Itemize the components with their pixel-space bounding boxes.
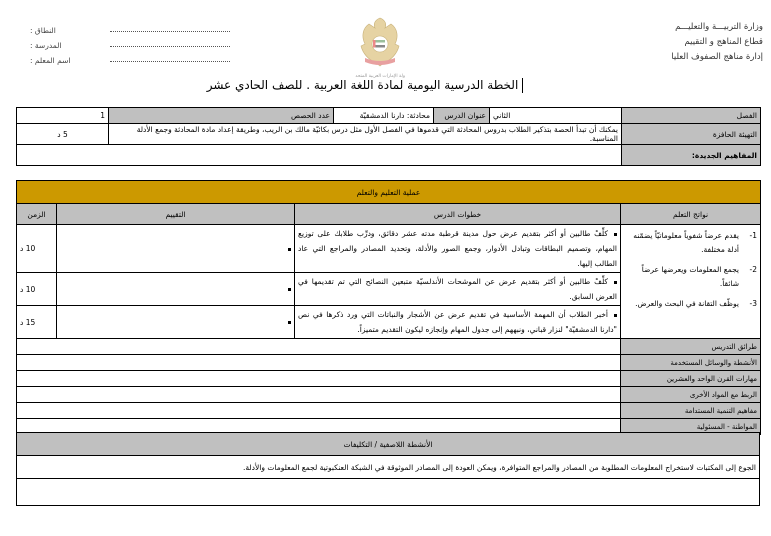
periods-value[interactable]: 1 xyxy=(17,108,109,124)
new-concepts-value[interactable] xyxy=(17,145,622,166)
text-cursor xyxy=(522,78,523,93)
lesson-step[interactable]: كلِّفْ طالبين أو أكثر بتقديم عرض حول مدينة قرطبة مدته عشر دقائق، ودرِّب طلابك على توزيع المهام، وتصميم البطاقات وتبادل الأدوار، وجمع الصور والأدلة، وتحديد المصادر والمراجع التي عاد الطالب إليها. xyxy=(295,225,621,273)
field-blank[interactable] xyxy=(110,53,230,62)
section-title: عملية التعليم والتعلم xyxy=(17,181,761,204)
table-row xyxy=(17,387,761,403)
learning-outcomes xyxy=(621,225,761,339)
cross-subject-label: الربط مع المواد الأخرى xyxy=(621,387,761,403)
field-label: المدرسة : xyxy=(30,41,62,50)
table-row xyxy=(17,108,761,124)
class-value[interactable]: الثاني xyxy=(490,108,622,124)
field-blank[interactable] xyxy=(110,23,230,32)
homework-empty-row[interactable] xyxy=(17,479,760,506)
skills-21c-label: مهارات القرن الواحد والعشرين xyxy=(621,371,761,387)
bullet-icon xyxy=(614,233,617,236)
field-district[interactable] xyxy=(30,23,230,38)
class-label: الفصل xyxy=(622,108,761,124)
uae-emblem-icon xyxy=(355,14,405,79)
teaching-methods-value[interactable] xyxy=(17,339,621,355)
sustainability-label: مفاهيم التنمية المستدامة xyxy=(621,403,761,419)
outcome-item: 3- يوظّف التقانة في البحث والعرض. xyxy=(635,299,757,308)
field-label: النطاق : xyxy=(30,26,56,35)
ministry-header xyxy=(563,20,763,65)
activities-value[interactable] xyxy=(17,355,621,371)
table-row xyxy=(17,145,761,166)
ministry-line: وزارة التربيـــة والتعليـــم xyxy=(675,22,763,32)
periods-label: عدد الحصص xyxy=(109,108,334,124)
column-header-assessment: التقييم xyxy=(57,204,295,225)
cross-subject-value[interactable] xyxy=(17,387,621,403)
assessment-cell[interactable] xyxy=(57,225,295,273)
assessment-cell[interactable] xyxy=(57,306,295,339)
field-school[interactable] xyxy=(30,38,230,53)
teaching-methods-label: طرائق التدريس xyxy=(621,339,761,355)
lesson-info-table xyxy=(16,107,761,166)
field-label: اسم المعلم : xyxy=(30,56,71,65)
lesson-title-label: عنوان الدرس xyxy=(434,108,490,124)
teacher-fields xyxy=(30,23,230,68)
sustainability-value[interactable] xyxy=(17,403,621,419)
motivation-value[interactable]: يمكنك أن تبدأ الحصة بتذكير الطلاب بدروس المحادثة التي قدموها في الفصل الأول مثل درس بكائيّة مالك بن الريب، وطريقة إعداد مادة المحادثة وجمع الأدلة المناسبة. xyxy=(109,124,622,145)
time-cell[interactable]: 10 د xyxy=(17,273,57,306)
lesson-step[interactable]: أخبر الطلاب أن المهمة الأساسية في تقديم عرض عن الأشجار والنباتات التي ورد ذكرها في نص "دارنا الدمشقيّة" لنزار قباني، ونبههم إلى جدول المهام وإنجازه ليكون التقديم متميزاً. xyxy=(295,306,621,339)
bullet-icon xyxy=(614,281,617,284)
citizenship-label: المواطنة - المسئولية xyxy=(621,419,761,435)
time-cell[interactable]: 15 د xyxy=(17,306,57,339)
lesson-step[interactable]: كلِّفْ طالبين أو أكثر بتقديم عرض عن الموشحات الأندلسيّة متبعين النصائح التي تم تقديمها في العرض السابق. xyxy=(295,273,621,306)
table-row xyxy=(17,339,761,355)
homework-title: الأنشطة اللاصفية / التكليفات xyxy=(17,433,760,456)
bullet-icon xyxy=(288,288,291,291)
page-title: الخطة الدرسية اليومية لمادة اللغة العربية . للصف الحادي عشر xyxy=(205,78,525,93)
ministry-line: قطاع المناهج و التقييم xyxy=(684,37,763,47)
section-header-row xyxy=(17,181,761,204)
outcome-item: 1- يقدم عرضاً شفوياً معلوماتيّاً يضمّنه أدلة مختلفة. xyxy=(633,231,757,254)
bullet-icon xyxy=(288,248,291,251)
lesson-title-value[interactable]: محادثة: دارنا الدمشقيّة xyxy=(334,108,434,124)
field-blank[interactable] xyxy=(110,38,230,47)
homework-table xyxy=(16,432,760,506)
table-row xyxy=(17,403,761,419)
column-header-steps: خطوات الدرس xyxy=(295,204,621,225)
outcome-item: 2- يجمع المعلومات ويعرضها عرضاً شائقاً. xyxy=(641,265,757,288)
motivation-label: التهيئة الحافزة xyxy=(622,124,761,145)
bullet-icon xyxy=(614,314,617,317)
table-row xyxy=(17,433,760,456)
assessment-cell[interactable] xyxy=(57,273,295,306)
skills-21c-value[interactable] xyxy=(17,371,621,387)
column-header-outcomes: نواتج التعلم xyxy=(621,204,761,225)
time-cell[interactable]: 10 د xyxy=(17,225,57,273)
activities-label: الأنشطة والوسائل المستخدمة xyxy=(621,355,761,371)
field-teacher-name[interactable] xyxy=(30,53,230,68)
homework-text[interactable]: الجوع إلى المكتبات لاستخراج المعلومات المطلوبة من المصادر والمراجع المتوافرة، ويمكن العودة إلى المصادر الموثوقة في الشبكة العنكبوتية لجمع المعلومات والأدلة. xyxy=(17,456,760,479)
svg-text:دولة الإمارات العربية المتحدة: دولة الإمارات العربية المتحدة xyxy=(355,74,405,79)
table-row xyxy=(17,456,760,479)
ministry-line: إدارة مناهج الصفوف العليا xyxy=(671,52,763,62)
table-row xyxy=(17,371,761,387)
bullet-icon xyxy=(288,321,291,324)
table-row xyxy=(17,225,761,273)
table-row xyxy=(17,124,761,145)
new-concepts-label: المفاهيم الجديدة: xyxy=(622,145,761,166)
column-header-row xyxy=(17,204,761,225)
column-header-time: الزمن xyxy=(17,204,57,225)
table-row xyxy=(17,355,761,371)
motivation-time[interactable]: 5 د xyxy=(17,124,109,145)
table-row xyxy=(17,479,760,506)
teaching-process-table xyxy=(16,180,761,435)
